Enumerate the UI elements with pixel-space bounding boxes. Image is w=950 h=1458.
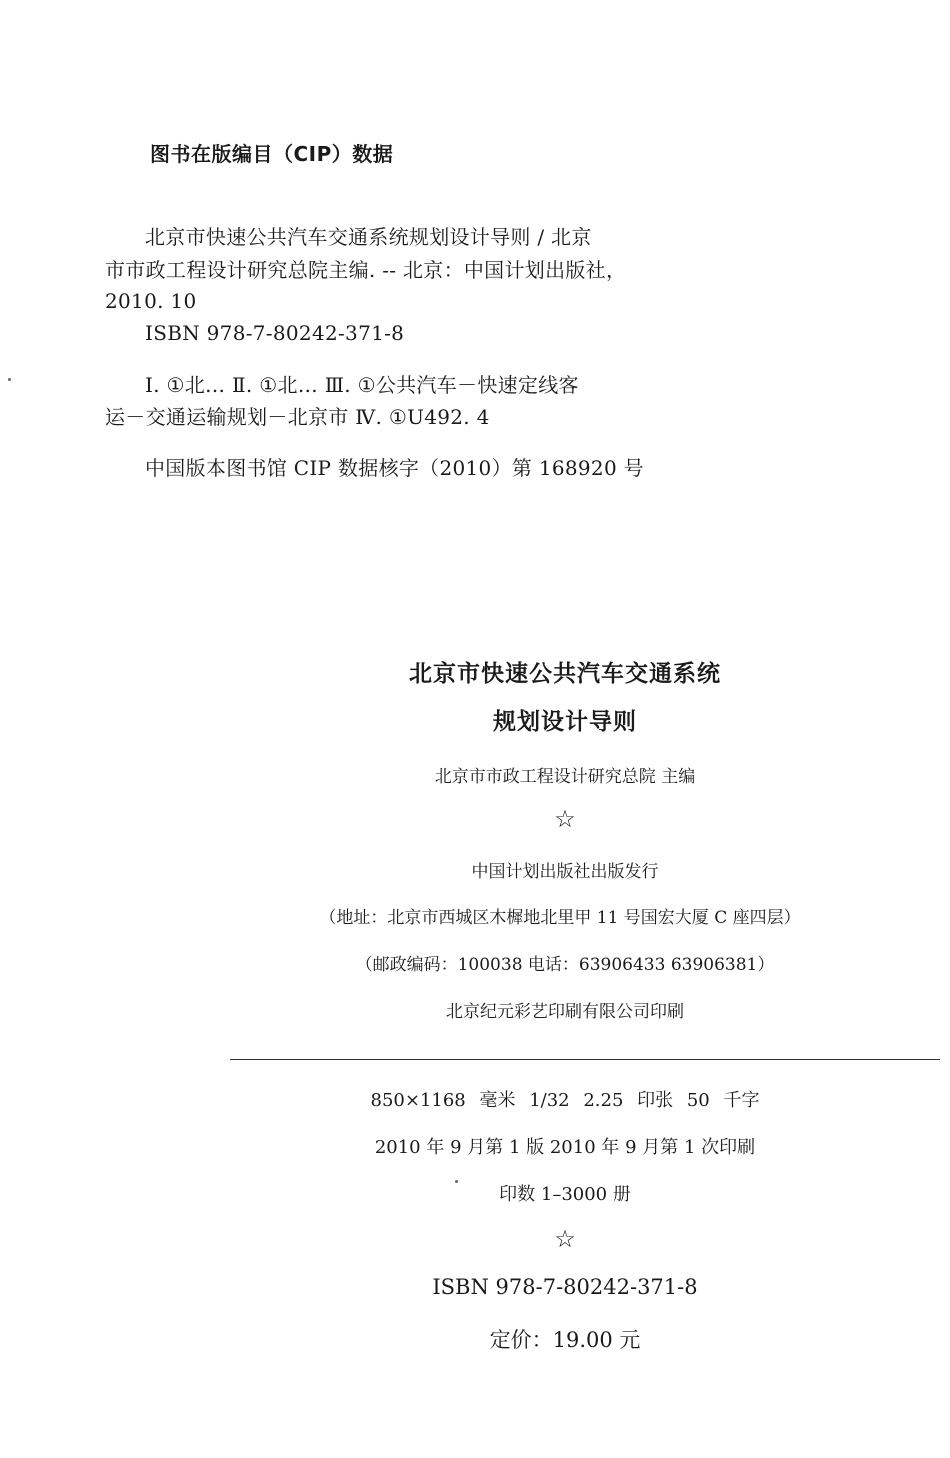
star-divider-icon: ☆ bbox=[554, 1225, 576, 1253]
cip-approval-number: 中国版本图书馆 CIP 数据核字（2010）第 168920 号 bbox=[145, 456, 644, 480]
publisher-postal-phone: （邮政编码：100038 电话：63906433 63906381） bbox=[355, 955, 775, 975]
book-specs: 850×1168 毫米 1/32 2.25 印张 50 千字 bbox=[370, 1090, 760, 1111]
cip-heading: 图书在版编目（CIP）数据 bbox=[150, 142, 394, 166]
scan-speck bbox=[455, 1180, 458, 1183]
book-isbn: ISBN 978-7-80242-371-8 bbox=[432, 1275, 698, 1299]
cip-classification-line-2: 运－交通运输规划－北京市 Ⅳ. ①U492. 4 bbox=[105, 405, 490, 429]
print-run: 印数 1–3000 册 bbox=[499, 1184, 631, 1205]
cip-entry-line-3: 2010. 10 bbox=[105, 289, 197, 313]
edition-info: 2010 年 9 月第 1 版 2010 年 9 月第 1 次印刷 bbox=[374, 1137, 756, 1158]
book-title-line-1: 北京市快速公共汽车交通系统 bbox=[409, 661, 721, 687]
publisher: 中国计划出版社出版发行 bbox=[471, 862, 659, 882]
cip-entry-line-1: 北京市快速公共汽车交通系统规划设计导则 / 北京 bbox=[145, 225, 592, 249]
book-price: 定价：19.00 元 bbox=[489, 1328, 641, 1352]
cip-isbn: ISBN 978-7-80242-371-8 bbox=[145, 321, 405, 345]
publisher-address: （地址：北京市西城区木樨地北里甲 11 号国宏大厦 C 座四层） bbox=[319, 908, 801, 928]
cip-classification-line-1: Ⅰ. ①北… Ⅱ. ①北… Ⅲ. ①公共汽车－快速定线客 bbox=[145, 373, 579, 397]
scan-speck bbox=[8, 378, 11, 381]
star-divider-icon: ☆ bbox=[554, 805, 576, 833]
book-title-line-2: 规划设计导则 bbox=[493, 709, 637, 735]
horizontal-rule bbox=[230, 1059, 940, 1060]
cip-entry-line-2: 市市政工程设计研究总院主编. -- 北京：中国计划出版社， bbox=[105, 258, 627, 282]
book-editor: 北京市市政工程设计研究总院 主编 bbox=[434, 767, 696, 787]
printer: 北京纪元彩艺印刷有限公司印刷 bbox=[446, 1002, 684, 1022]
